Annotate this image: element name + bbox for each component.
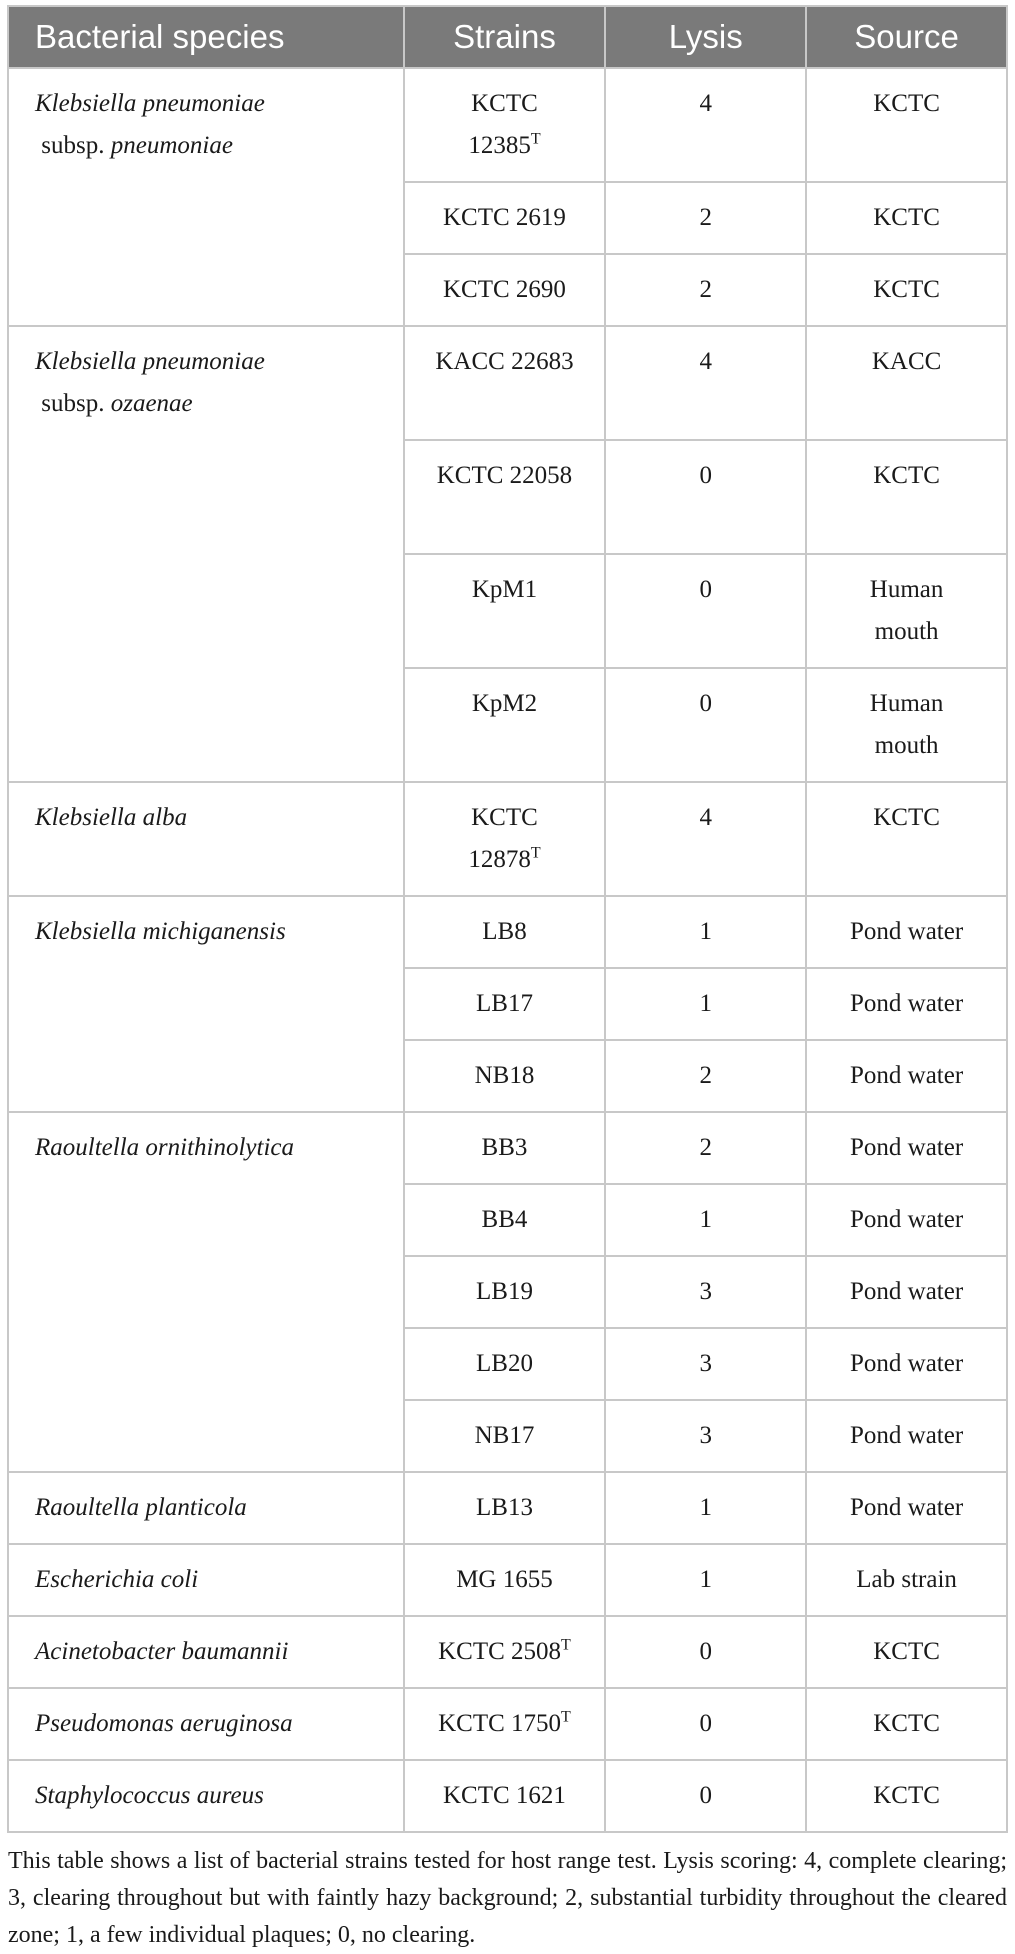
lysis-cell: 2 (605, 182, 806, 254)
table-footnote: This table shows a list of bacterial strains tested for host range test. Lysis scoring: 4, complete clearing; 3, clearing throughout but with faintly hazy background; 2, substantial turbidity throughout the cleared zone; 1, a few individual plaques; 0, no clearing. (8, 1848, 1007, 1948)
lysis-cell: 1 (605, 896, 806, 968)
source-cell: KCTC (806, 68, 1007, 182)
lysis-cell: 0 (605, 554, 806, 668)
source-cell: KCTC (806, 1688, 1007, 1760)
source-cell: Pond water (806, 1112, 1007, 1184)
species-subspecies-name: pneumoniae (110, 132, 233, 159)
lysis-cell: 2 (605, 1112, 806, 1184)
strain-name: KCTC 2619 (443, 204, 566, 231)
strain-cell (404, 668, 606, 782)
source-cell: KCTC (806, 782, 1007, 896)
species-name: Klebsiella michiganensis (35, 918, 286, 945)
strain-name: LB19 (476, 1278, 533, 1305)
source-cell: Pond water (806, 1256, 1007, 1328)
source-cell: Pond water (806, 1328, 1007, 1400)
source-cell: Pond water (806, 968, 1007, 1040)
species-cell (8, 68, 404, 326)
table-row (8, 896, 1007, 968)
source-cell: KCTC (806, 1760, 1007, 1832)
strain-cell (404, 1472, 606, 1544)
lysis-cell: 4 (605, 782, 806, 896)
strain-name: NB17 (474, 1422, 535, 1449)
lysis-cell: 1 (605, 1472, 806, 1544)
lysis-cell: 1 (605, 1184, 806, 1256)
strain-name: NB18 (474, 1062, 535, 1089)
header-lysis: Lysis (605, 6, 806, 68)
strain-cell (404, 1328, 606, 1400)
strain-cell (404, 440, 606, 554)
species-cell (8, 1616, 404, 1688)
species-name: Acinetobacter baumannii (35, 1638, 289, 1665)
table-row (8, 1544, 1007, 1616)
source-cell: KCTC (806, 254, 1007, 326)
strain-name: KCTC 1750 (438, 1710, 562, 1737)
strain-name: KCTC 1621 (443, 1782, 566, 1809)
lysis-cell: 0 (605, 1688, 806, 1760)
strain-cell (404, 1112, 606, 1184)
species-subsp-label: subsp. (35, 390, 111, 417)
lysis-cell: 1 (605, 968, 806, 1040)
species-cell (8, 1760, 404, 1832)
table-row (8, 1616, 1007, 1688)
strain-name: BB4 (481, 1206, 528, 1233)
strain-cell (404, 1544, 606, 1616)
strain-name: KpM2 (471, 690, 538, 717)
strain-cell (404, 1040, 606, 1112)
strain-name: LB17 (476, 990, 533, 1017)
species-name: Staphylococcus aureus (35, 1782, 264, 1809)
source-cell: Pond water (806, 1040, 1007, 1112)
strain-cell (404, 1688, 606, 1760)
species-name: Raoultella ornithinolytica (35, 1134, 294, 1161)
strain-name: KpM1 (471, 576, 538, 603)
strain-name: KCTC 12385 (468, 90, 538, 159)
strain-name: BB3 (481, 1134, 528, 1161)
strain-name: KCTC 2690 (443, 276, 566, 303)
table-row (8, 68, 1007, 182)
lysis-cell: 2 (605, 254, 806, 326)
strain-cell (404, 1616, 606, 1688)
source-cell: Lab strain (806, 1544, 1007, 1616)
species-name: Raoultella planticola (35, 1494, 247, 1521)
species-cell (8, 1112, 404, 1472)
type-strain-superscript: T (561, 1708, 571, 1726)
lysis-cell: 0 (605, 668, 806, 782)
species-subspecies-name: ozaenae (110, 390, 193, 417)
species-name: Klebsiella pneumoniae (35, 90, 265, 117)
strain-cell (404, 1256, 606, 1328)
source-cell: Pond water (806, 1472, 1007, 1544)
strain-cell (404, 1400, 606, 1472)
source-cell: Pond water (806, 896, 1007, 968)
table-row (8, 326, 1007, 440)
strain-cell (404, 182, 606, 254)
lysis-cell: 4 (605, 326, 806, 440)
strain-name: KCTC 2508 (438, 1638, 562, 1665)
strain-cell (404, 782, 606, 896)
type-strain-superscript: T (530, 130, 541, 148)
host-range-table (7, 5, 1008, 1833)
strain-name: KACC 22683 (435, 348, 574, 375)
source-cell: KACC (806, 326, 1007, 440)
species-cell (8, 1688, 404, 1760)
strain-name: LB8 (482, 918, 527, 945)
strain-cell (404, 326, 606, 440)
table-row (8, 1112, 1007, 1184)
type-strain-superscript: T (530, 844, 541, 862)
strain-name: KCTC 12878 (468, 804, 538, 873)
species-name: Klebsiella alba (35, 804, 188, 831)
strain-cell (404, 1760, 606, 1832)
species-cell (8, 1472, 404, 1544)
species-subsp-label: subsp. (35, 132, 111, 159)
strain-name: LB20 (476, 1350, 533, 1377)
strain-cell (404, 554, 606, 668)
lysis-cell: 3 (605, 1256, 806, 1328)
strain-name: LB13 (476, 1494, 533, 1521)
strain-name: KCTC 22058 (436, 462, 573, 489)
source-cell: KCTC (806, 440, 1007, 554)
species-cell (8, 896, 404, 1112)
source-cell: Pond water (806, 1400, 1007, 1472)
lysis-cell: 1 (605, 1544, 806, 1616)
header-strains: Strains (404, 6, 606, 68)
lysis-cell: 3 (605, 1328, 806, 1400)
source-cell: Human mouth (806, 668, 1007, 782)
lysis-cell: 2 (605, 1040, 806, 1112)
table-row (8, 1688, 1007, 1760)
strain-cell (404, 896, 606, 968)
lysis-cell: 4 (605, 68, 806, 182)
source-cell: Pond water (806, 1184, 1007, 1256)
table-row (8, 782, 1007, 896)
species-cell (8, 782, 404, 896)
table-body (8, 68, 1007, 1832)
strain-cell (404, 68, 606, 182)
species-cell (8, 1544, 404, 1616)
header-species: Bacterial species (8, 6, 404, 68)
strain-name: MG 1655 (456, 1566, 553, 1593)
table-row (8, 1472, 1007, 1544)
source-cell: KCTC (806, 182, 1007, 254)
source-cell: KCTC (806, 1616, 1007, 1688)
strain-cell (404, 968, 606, 1040)
lysis-cell: 3 (605, 1400, 806, 1472)
strain-cell (404, 1184, 606, 1256)
lysis-cell: 0 (605, 440, 806, 554)
species-cell (8, 326, 404, 782)
species-name: Escherichia coli (35, 1566, 199, 1593)
header-row (8, 6, 1007, 68)
species-name: Pseudomonas aeruginosa (35, 1710, 293, 1737)
source-cell: Human mouth (806, 554, 1007, 668)
lysis-cell: 0 (605, 1760, 806, 1832)
table-row (8, 1760, 1007, 1832)
type-strain-superscript: T (561, 1636, 571, 1654)
lysis-cell: 0 (605, 1616, 806, 1688)
header-source: Source (806, 6, 1007, 68)
strain-cell (404, 254, 606, 326)
species-name: Klebsiella pneumoniae (35, 348, 265, 375)
